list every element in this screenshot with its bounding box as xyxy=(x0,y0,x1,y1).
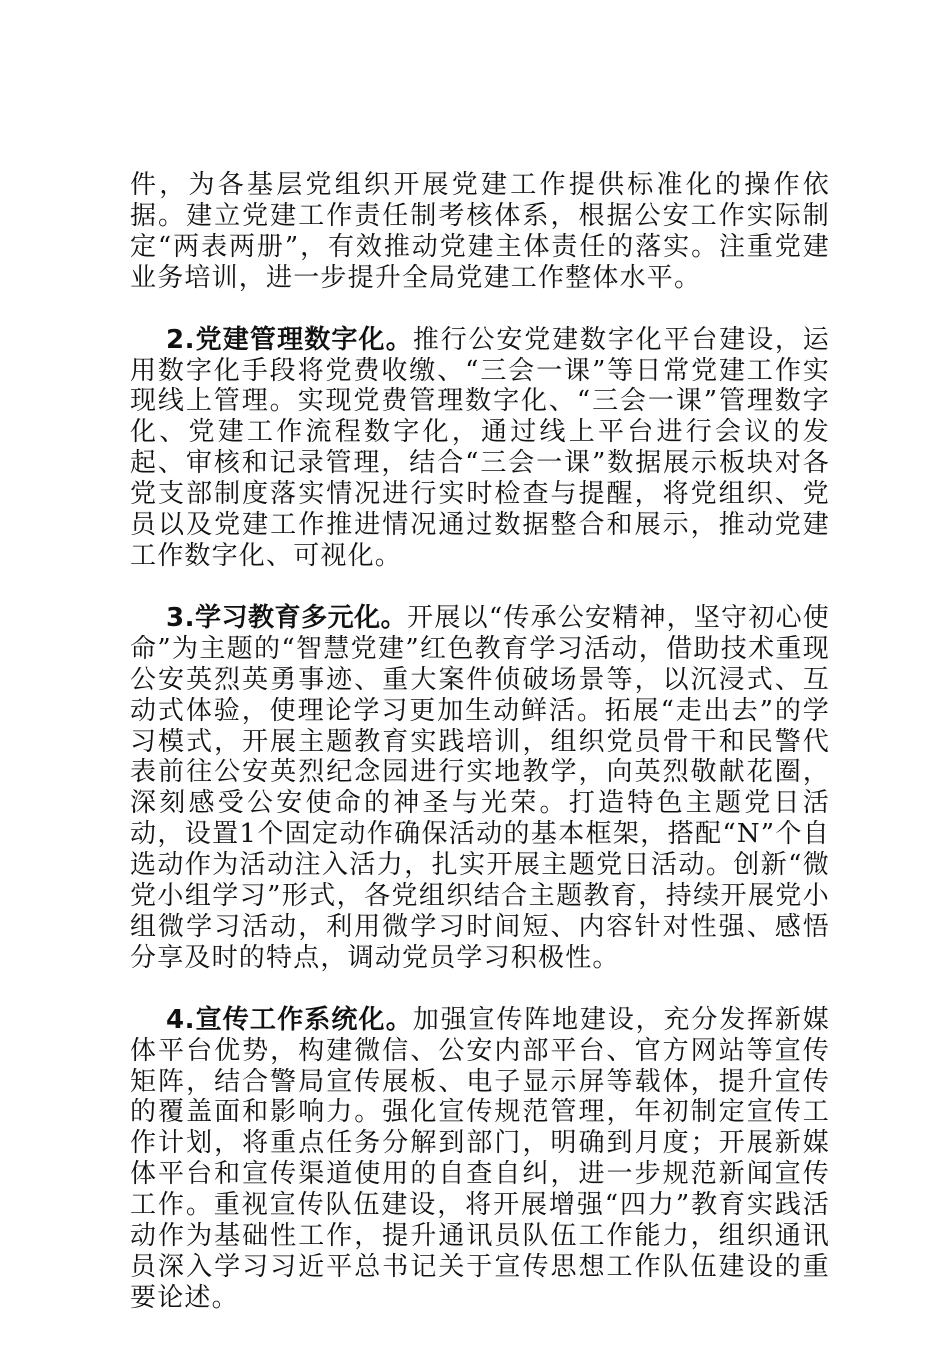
paragraph-text: 推行公安党建数字化平台建设，运用数字化手段将党费收缴、“三会一课”等日常党建工作实现线上管理。实现党费管理数字化、“三会一课”管理数字化、党建工作流程数字化，通过线上平台进行会议的发起、审核和记录管理，结合“三会一课”数据展示板块对各党支部制度落实情况进行实时检查与提醒，将党组织、党员以及党建工作推进情况通过数据整合和展示，推动党建工作数字化、可视化。 xyxy=(130,324,830,571)
paragraph-continuation xyxy=(130,170,830,294)
paragraph-text: 加强宣传阵地建设，充分发挥新媒体平台优势，构建微信、公安内部平台、官方网站等宣传矩阵，结合警局宣传展板、电子显示屏等载体，提升宣传的覆盖面和影响力。强化宣传规范管理，年初制定宣传工作计划，将重点任务分解到部门，明确到月度；开展新媒体平台和宣传渠道使用的自查自纠，进一步规范新闻宣传工作。重视宣传队伍建设，将开展增强“四力”教育实践活动作为基础性工作，提升通讯员队伍工作能力，组织通讯员深入学习习近平总书记关于宣传思想工作队伍建设的重要论述。 xyxy=(130,1004,830,1313)
paragraph-text: 件，为各基层党组织开展党建工作提供标准化的操作依据。建立党建工作责任制考核体系，根据公安工作实际制定“两表两册”，有效推动党建主体责任的落实。注重党建业务培训，进一步提升全局党建工作整体水平。 xyxy=(130,170,830,293)
paragraph-text: 开展以“传承公安精神，坚守初心使命”为主题的“智慧党建”红色教育学习活动，借助技术重现公安英烈英勇事迹、重大案件侦破场景等，以沉浸式、互动式体验，使理论学习更加生动鲜活。拓展“走出去”的学习模式，开展主题教育实践培训，组织党员骨干和民警代表前往公安英烈纪念园进行实地教学，向英烈敬献花圈，深刻感受公安使命的神圣与光荣。打造特色主题党日活动，设置1个固定动作确保活动的基本框架，搭配“N”个自选动作为活动注入活力，扎实开展主题党日活动。创新“微党小组学习”形式，各党组织结合主题教育，持续开展党小组微学习活动，利用微学习时间短、内容针对性强、感悟分享及时的特点，调动党员学习积极性。 xyxy=(130,602,830,973)
document-body xyxy=(130,170,830,1345)
paragraph-heading: 2.党建管理数字化。 xyxy=(166,324,413,355)
paragraph-heading: 4.宣传工作系统化。 xyxy=(166,1004,413,1035)
paragraph-party-management-digitalization xyxy=(130,325,830,572)
paragraph-heading: 3.学习教育多元化。 xyxy=(166,602,408,633)
paragraph-education-diversification xyxy=(130,603,830,974)
paragraph-publicity-systematization xyxy=(130,1005,830,1314)
